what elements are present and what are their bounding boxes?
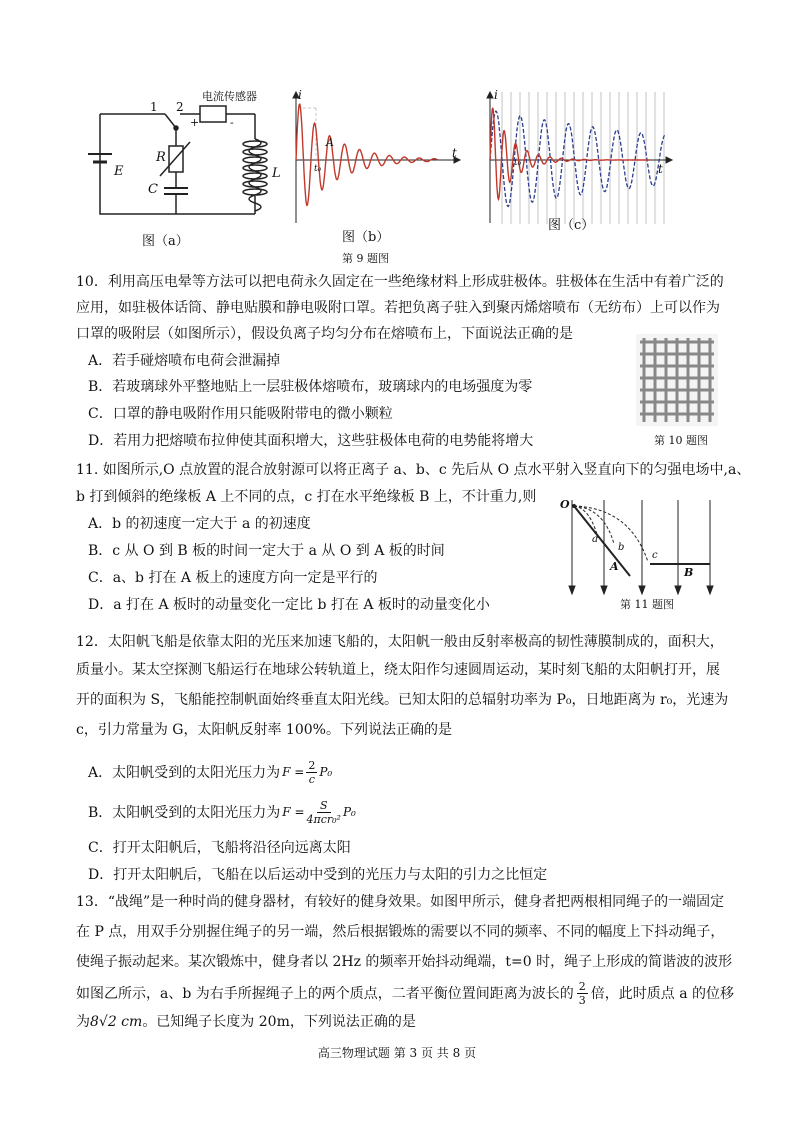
q12-line-2: 质量小。某太空探测飞船运行在地球公转轨道上，绕太阳作匀速圆周运动，某时刻飞船的太阳帆打开，展 bbox=[76, 662, 720, 678]
q11-line-1: 11. 如图所示,O 点放置的混合放射源可以将正离子 a、b、c 先后从 O 点水平射入竖直向下的匀强电场中,a、 bbox=[76, 462, 751, 478]
electric-field-figure bbox=[560, 498, 720, 598]
q12-option-b-denominator: 4πcr₀² bbox=[306, 812, 341, 826]
q12-option-b-F: F = bbox=[282, 805, 305, 819]
q10-line-3: 口罩的吸附层（如图所示），假设负离子均匀分布在熔喷布上，下面说法正确的是 bbox=[76, 326, 573, 342]
resistor-R-label: R bbox=[156, 150, 166, 165]
plot-c-t0-label: t₀ bbox=[514, 158, 522, 168]
q12-option-b-text: B．太阳帆受到的太阳光压力为 bbox=[88, 805, 281, 821]
q10-line-2: 应用，如驻极体话筒、静电贴膜和静电吸附口罩。若把负离子驻入到聚丙烯熔喷布（无纺布）上可以作为 bbox=[76, 300, 720, 316]
plot-c-curve bbox=[490, 108, 650, 199]
plot-b-i-label: i bbox=[298, 88, 302, 102]
q12-option-c: C．打开太阳帆后，飞船将沿径向远离太阳 bbox=[88, 840, 351, 856]
q11-O-label: O bbox=[560, 498, 570, 511]
plus-label: + bbox=[190, 116, 200, 129]
inductor-L-label: L bbox=[272, 166, 281, 181]
q11-figure-caption: 第 11 题图 bbox=[620, 598, 674, 611]
q13-line-5-suffix: 。已知绳子长度为 20m，下列说法正确的是 bbox=[142, 1014, 416, 1030]
q13-line-4-suffix: 倍，此时质点 a 的位移 bbox=[590, 986, 735, 1002]
plot-c-i-label: i bbox=[494, 88, 498, 102]
q10-figure-caption: 第 10 题图 bbox=[654, 434, 708, 447]
q10-option-d: D．若用力把熔喷布拉伸使其面积增大，这些驻极体电荷的电势能将增大 bbox=[88, 433, 534, 449]
plot-c bbox=[480, 88, 680, 228]
figure-9 bbox=[80, 84, 700, 264]
q11-option-a: A．b 的初速度一定大于 a 的初速度 bbox=[88, 516, 311, 532]
q12-option-b-P: P₀ bbox=[342, 805, 356, 819]
caption-a: 图（a） bbox=[142, 234, 189, 249]
q10-option-c: C．口罩的静电吸附作用只能吸附带电的微小颗粒 bbox=[88, 406, 393, 422]
q12-option-a-numerator: 2 bbox=[308, 758, 316, 772]
node-1-label: 1 bbox=[150, 100, 158, 114]
plot-c-t-label: t bbox=[658, 162, 663, 176]
q11-b-label: b bbox=[618, 542, 625, 553]
q13-line-4-fraction bbox=[577, 980, 588, 1007]
q13-line-5-prefix: 为 bbox=[76, 1014, 90, 1030]
q13-line-1: 13．“战绳”是一种时尚的健身器材，有较好的健身效果。如图甲所示，健身者把两根相同绳子的一端固定 bbox=[76, 894, 725, 910]
q13-fraction-numerator: 2 bbox=[578, 979, 586, 993]
plot-b-curve bbox=[296, 104, 438, 205]
q11-A-label: A bbox=[610, 560, 619, 573]
plot-b bbox=[288, 88, 468, 228]
page-footer: 高三物理试题 第 3 页 共 8 页 bbox=[317, 1046, 477, 1060]
q12-option-a-denominator: c bbox=[308, 772, 315, 786]
q11-B-label: B bbox=[684, 566, 694, 579]
q12-option-b-fraction bbox=[307, 799, 341, 826]
figure-9-title: 第 9 题图 bbox=[342, 252, 389, 265]
q13-line-2: 在 P 点，用双手分别握住绳子的另一端，然后根据锻炼的需要以不同的频率、不同的幅度上下抖动绳子， bbox=[76, 924, 725, 940]
q11-a-label: a bbox=[592, 534, 598, 545]
q13-line-4-prefix: 如图乙所示，a、b 为右手所握绳子上的两个质点，二者平衡位置间距离为波长的 bbox=[76, 986, 574, 1002]
q11-line-2: b 打到倾斜的绝缘板 A 上不同的点，c 打在水平绝缘板 B 上，不计重力,则 bbox=[76, 489, 537, 505]
q12-option-a-P: P₀ bbox=[319, 765, 333, 779]
plot-b-A-label: A bbox=[326, 136, 334, 149]
q12-option-d: D．打开太阳帆后，飞船在以后运动中受到的光压力与太阳的引力之比恒定 bbox=[88, 867, 548, 883]
plot-b-t-label: t bbox=[452, 146, 457, 160]
q12-line-3: 开的面积为 S，飞船能控制帆面始终垂直太阳光线。已知太阳的总辐射功率为 P₀，日地距离为 r₀，光速为 bbox=[76, 692, 729, 708]
q12-option-a-F: F = bbox=[282, 765, 305, 779]
q13-fraction-denominator: 3 bbox=[578, 993, 586, 1007]
q12-option-a-text: A．太阳帆受到的太阳光压力为 bbox=[88, 765, 281, 781]
q10-option-a: A．若手碰熔喷布电荷会泄漏掉 bbox=[88, 353, 281, 369]
q11-option-b: B．c 从 O 到 B 板的时间一定大于 a 从 O 到 A 板的时间 bbox=[88, 543, 445, 559]
q12-option-b-numerator: S bbox=[317, 799, 331, 813]
q12-line-1: 12．太阳帆飞船是依靠太阳的光压来加速飞船的，太阳帆一般由反射率极高的韧性薄膜制成的，面积大， bbox=[76, 634, 724, 650]
q12-option-a bbox=[88, 752, 332, 792]
minus-label: - bbox=[230, 116, 234, 129]
q13-line-5 bbox=[76, 1012, 416, 1032]
q13-line-4 bbox=[76, 976, 734, 1010]
q13-displacement-value: 8√2 cm bbox=[90, 1014, 143, 1030]
meltblown-fabric-figure bbox=[636, 334, 718, 426]
q12-option-a-fraction bbox=[306, 759, 317, 786]
sensor-label: 电流传感器 bbox=[202, 90, 257, 103]
q13-line-3: 使绳子振动起来。某次锻炼中，健身者以 2Hz 的频率开始抖动绳端，t=0 时，绳子上形成的简谐波的波形 bbox=[76, 954, 733, 970]
q10-line-1: 10．利用高压电晕等方法可以把电荷永久固定在一些绝缘材料上形成驻极体。驻极体在生活中有着广泛的 bbox=[76, 274, 724, 290]
q11-option-c: C．a、b 打在 A 板上的速度方向一定是平行的 bbox=[88, 570, 378, 586]
caption-b: 图（b） bbox=[342, 230, 390, 245]
node-2-label: 2 bbox=[176, 100, 184, 114]
q11-c-label: c bbox=[652, 550, 658, 561]
q12-option-b bbox=[88, 792, 356, 832]
q12-line-4: c，引力常量为 G，太阳帆反射率 100%。下列说法正确的是 bbox=[76, 722, 452, 738]
q10-option-b: B．若玻璃球外平整地贴上一层驻极体熔喷布，玻璃球内的电场强度为零 bbox=[88, 379, 533, 395]
battery-E-label: E bbox=[114, 164, 124, 179]
q11-option-d: D．a 打在 A 板时的动量变化一定比 b 打在 A 板时的动量变化小 bbox=[88, 597, 490, 613]
plot-b-t0-label: t₀ bbox=[314, 164, 322, 174]
caption-c: 图（c） bbox=[548, 218, 595, 233]
capacitor-C-label: C bbox=[148, 182, 158, 197]
